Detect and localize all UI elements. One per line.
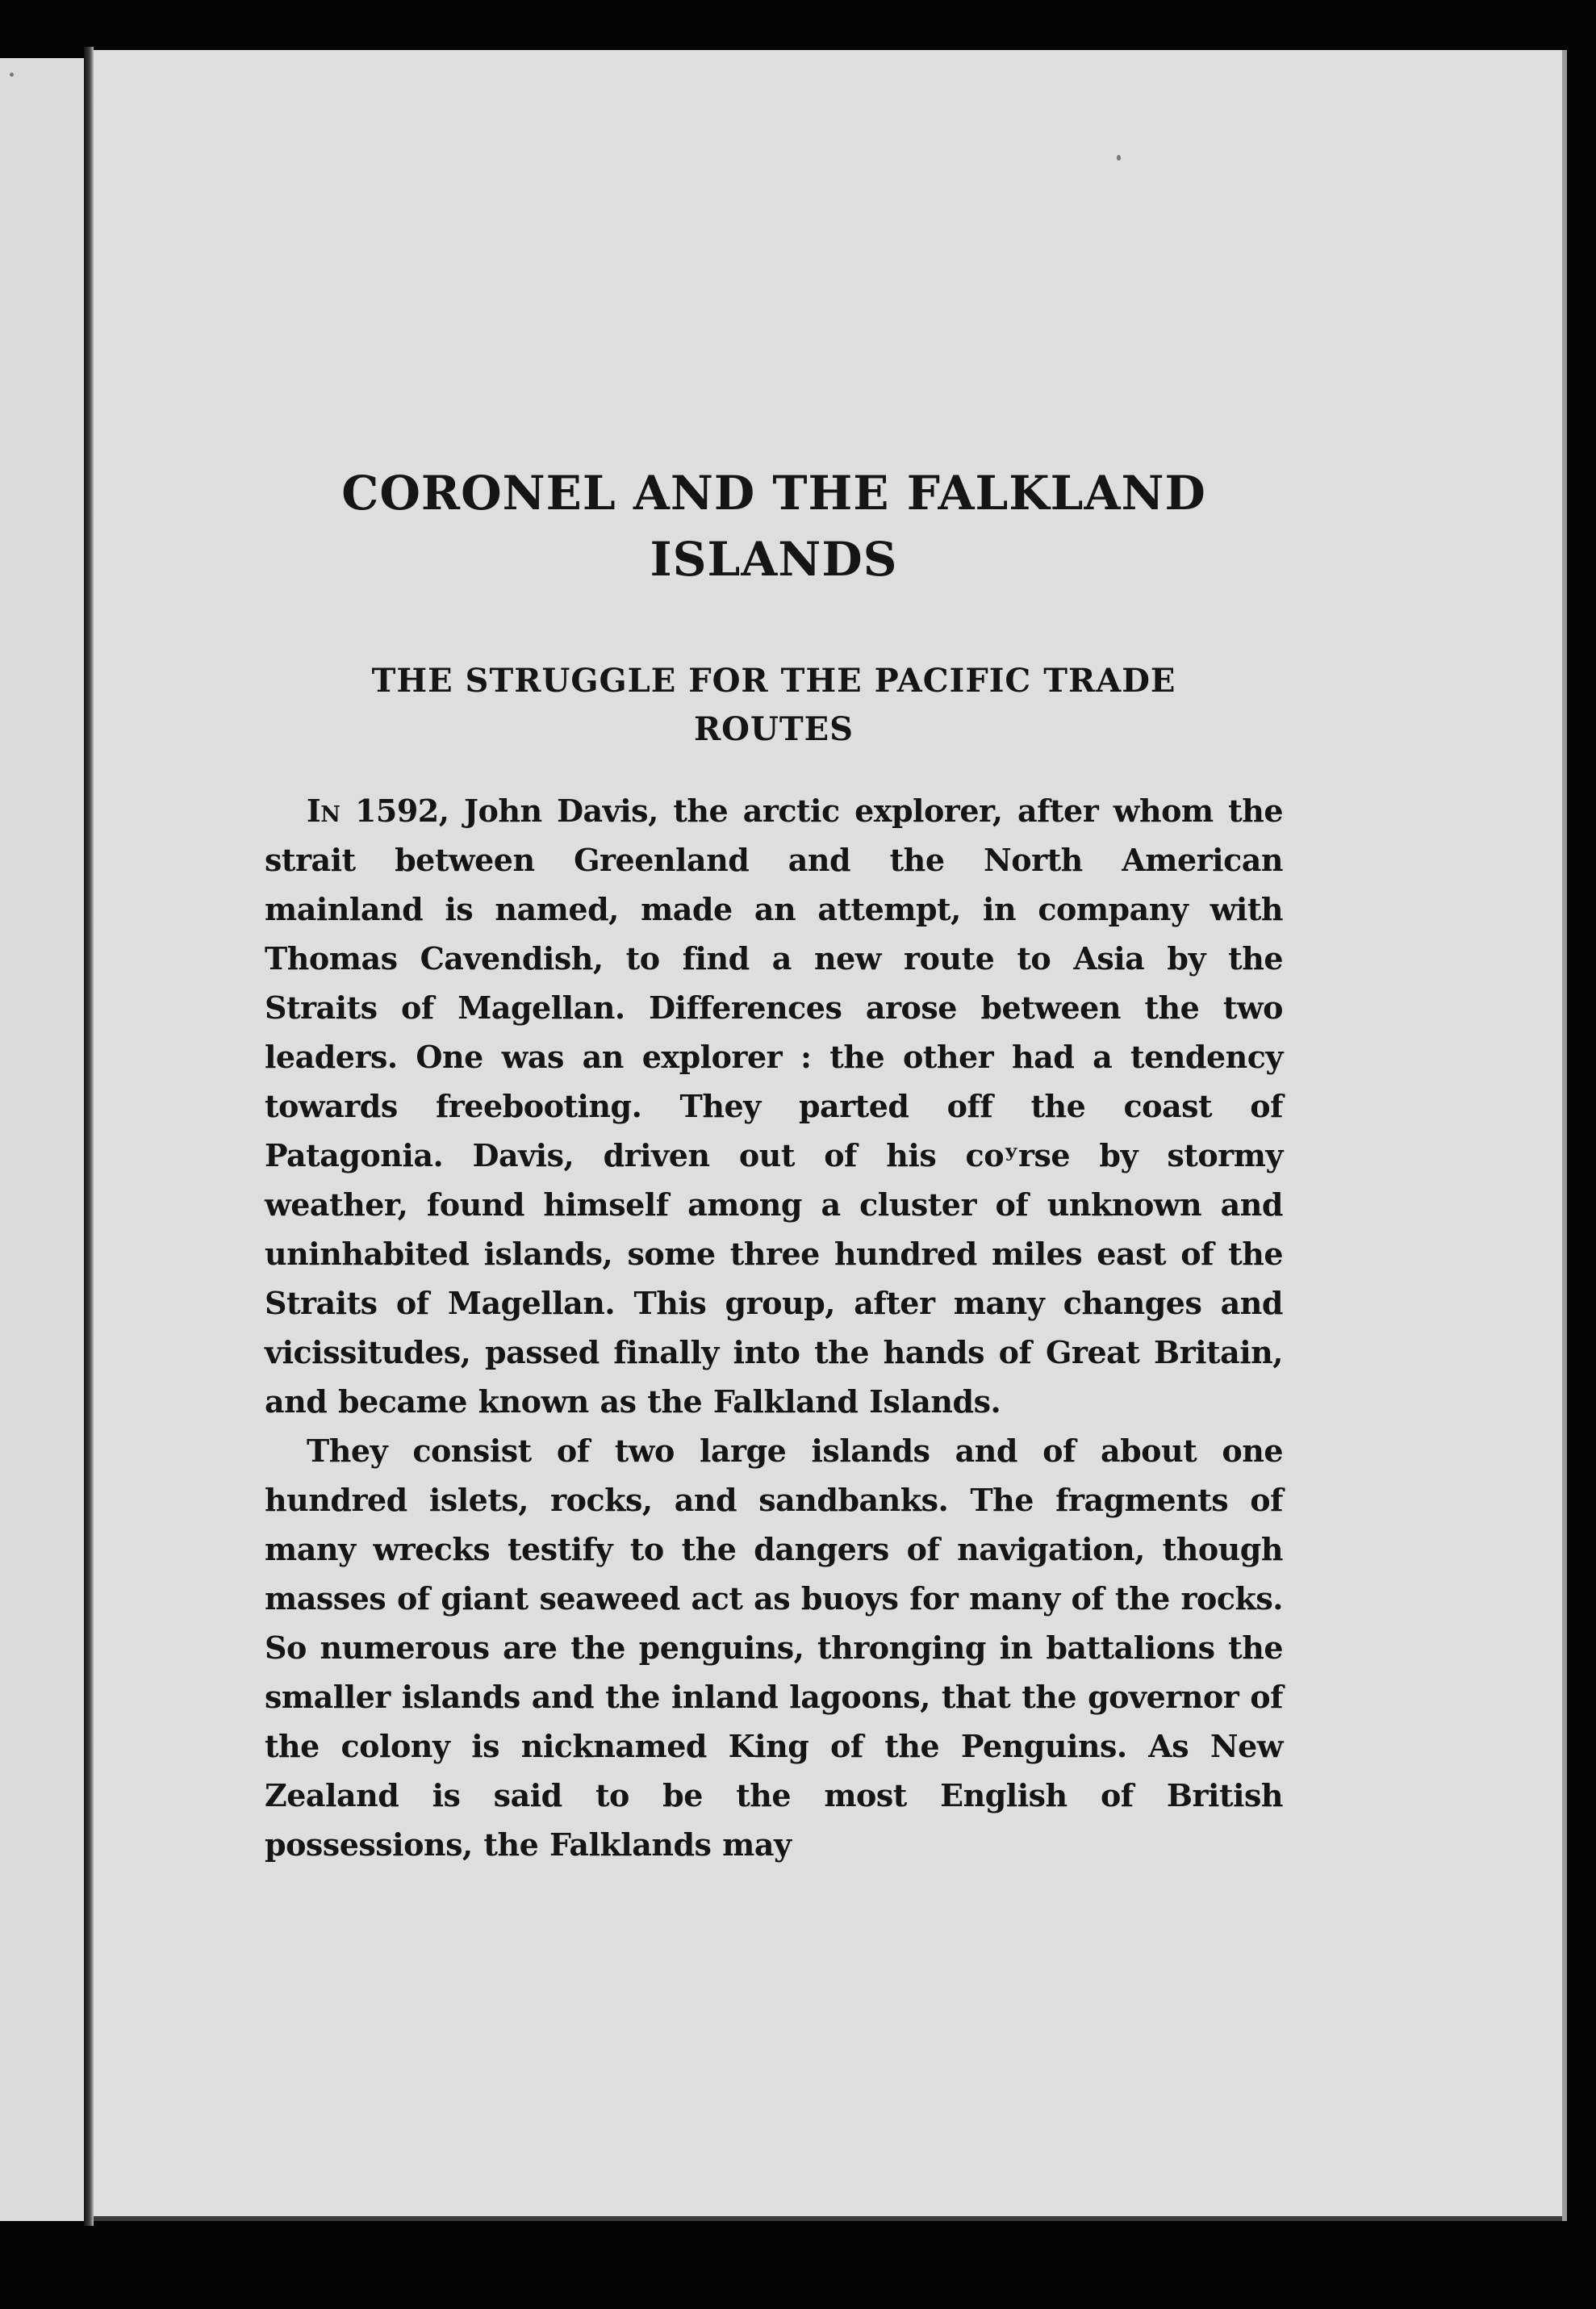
chapter-subtitle [265, 657, 1283, 754]
scan-speck [1117, 155, 1121, 161]
page-gutter-shadow [84, 47, 94, 2226]
chapter-title [265, 460, 1283, 592]
paragraph-1 [265, 786, 1283, 1426]
previous-page-edge [0, 58, 86, 2221]
chapter-subtitle-line-2: ROUTES [693, 710, 854, 748]
paragraph-1-text: 1592, John Davis, the arctic explorer, after whom the strait between Greenland and the North American mainland is named, made an attempt, in company with Thomas Cavendish, to find a new route to Asia by the Straits of Magellan. Differences arose between the two leaders. One was an explorer : the other had a tendency towards freebooting. They parted off the coast of Patagonia. Davis, driven out of his coʸrse by stormy weather, found himself among a cluster of unknown and uninhabited islands, some three hundred miles east of the Straits of Magellan. This group, after many changes and vicissitudes, passed finally into the hands of Great Britain, and became known as the Falkland Islands. [265, 793, 1283, 1420]
scan-speck [10, 73, 14, 77]
page-right-border [1562, 50, 1567, 2221]
chapter-title-line-2: ISLANDS [650, 532, 898, 587]
page-text [265, 460, 1283, 1869]
paragraph-1-lead-word: In [307, 793, 341, 829]
chapter-subtitle-line-1: THE STRUGGLE FOR THE PACIFIC TRADE [371, 662, 1176, 700]
paragraph-2 [265, 1426, 1283, 1869]
paragraph-2-text: They consist of two large islands and of about one hundred islets, rocks, and sandbanks. The fragments of many wrecks testify to the dangers of navigation, though masses of giant seaweed act as buoys for many of the rocks. So numerous are the penguins, thronging in battalions the smaller islands and the inland lagoons, that the governor of the colony is nicknamed King of the Penguins. As New Zealand is said to be the most English of British possessions, the Falklands may [265, 1433, 1283, 1863]
chapter-title-line-1: CORONEL AND THE FALKLAND [341, 466, 1206, 521]
